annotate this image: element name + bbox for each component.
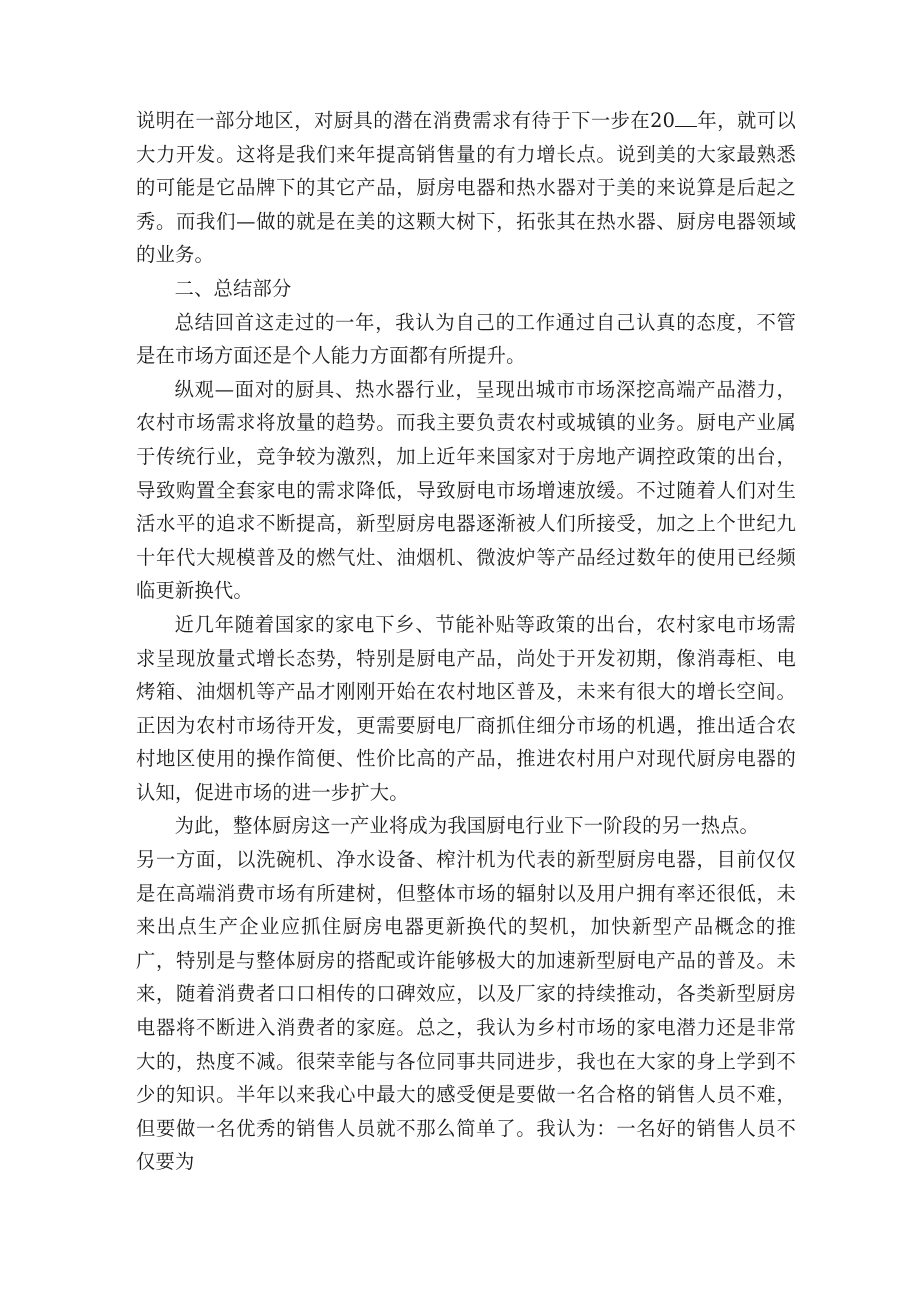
paragraph-1-part-b: 年，就可以大力开发。这将是我们来年提高销售量的有力增长点。说到美的大家最熟悉的可能是它品牌下的其它产品，厨房电器和热水器对于美的来说算是后起之秀。而我们—做的就是在美的这颗大树下，拓张其在热水器、厨房电器领域的业务。 (136, 109, 797, 267)
paragraph-3: 纵观—面对的厨具、热水器行业，呈现出城市市场深挖高端产品潜力，农村市场需求将放量的趋势。而我主要负责农村或城镇的业务。厨电产业属于传统行业，竞争较为激烈，加上近年来国家对于房地产调控政策的出台，导致购置全套家电的需求降低，导致厨电市场增速放缓。不过随着人们对生活水平的追求不断提高，新型厨房电器逐渐被人们所接受，加之上个世纪九十年代大规模普及的燃气灶、油烟机、微波炉等产品经过数年的使用已经频临更新换代。 (136, 377, 796, 603)
paragraph-5-rest: 另一方面，以洗碗机、净水设备、榨汁机为代表的新型厨房电器，目前仅仅是在高端消费市场有所建树，但整体市场的辐射以及用户拥有率还很低，未来出点生产企业应抓住厨房电器更新换代的契机，加快新型产品概念的推广，特别是与整体厨房的搭配或许能够极大的加速新型厨电产品的普及。未来，随着消费者口口相传的口碑效应，以及厂家的持续推动，各类新型厨房电器将不断进入消费者的家庭。总之，我认为乡村市场的家电潜力还是非常大的，热度不减。很荣幸能与各位同事共同进步，我也在大家的身上学到不少的知识。半年以来我心中最大的感受便是要做一名合格的销售人员不难，但要做一名优秀的销售人员就不那么简单了。我认为：一名好的销售人员不仅要为 (136, 848, 796, 1174)
paragraph-5-first-line: 为此，整体厨房这一产业将成为我国厨电行业下一阶段的另一热点。 (174, 814, 760, 838)
paragraph-2: 总结回首这走过的一年，我认为自己的工作通过自己认真的态度，不管是在市场方面还是个人能力方面都有所提升。 (136, 310, 796, 368)
paragraph-5 (136, 809, 796, 1179)
blank-underline (675, 108, 697, 127)
paragraph-4: 近几年随着国家的家电下乡、节能补贴等政策的出台，农村家电市场需求呈现放量式增长态势，特别是厨电产品，尚处于开发初期，像消毒柜、电烤箱、油烟机等产品才刚刚开始在农村地区普及，未来有很大的增长空间。正因为农村市场待开发，更需要厨电厂商抓住细分市场的机遇，推出适合农村地区使用的操作简便、性价比高的产品，推进农村用户对现代厨房电器的认知，促进市场的进一步扩大。 (136, 612, 796, 804)
section-heading-summary: 二、总结部分 (174, 276, 292, 300)
paragraph-1-part-a: 说明在一部分地区，对厨具的潜在消费需求有待于下一步在20 (136, 109, 676, 132)
document-page (136, 104, 796, 1179)
paragraph-1 (136, 104, 796, 272)
